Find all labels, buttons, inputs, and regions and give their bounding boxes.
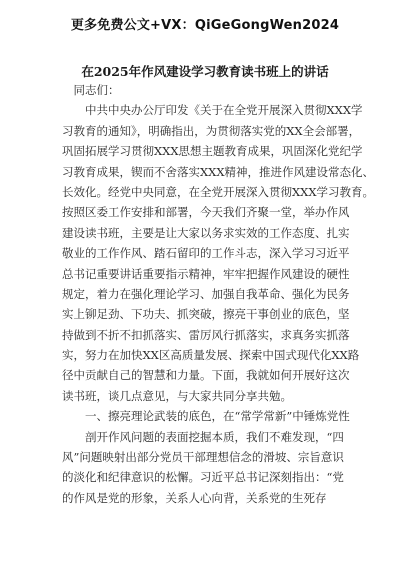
text-line: 实上铆足劲、下功夫、抓突破，擦亮干事创业的底色，坚 xyxy=(62,307,350,322)
text-line: 同志们： xyxy=(62,83,120,97)
text-line: 持做到不折不扣抓落实、雷厉风行抓落实，求真务实抓落 xyxy=(62,327,350,342)
text-line: 总书记重要讲话重要指示精神，牢牢把握作风建设的硬性 xyxy=(62,266,350,281)
text-line: 中共中央办公厅印发《关于在全党开展深入贯彻XXX学 xyxy=(62,103,363,118)
text-line: 的作风是党的形象，关系人心向背，关系党的生死存 xyxy=(62,490,327,505)
text-line: 长效化。经党中央同意，在全党开展深入贯彻XXX学习教育。 xyxy=(62,184,374,199)
text-line: 巩固拓展学习贯彻XXX思想主题教育成果，巩固深化党纪学 xyxy=(62,144,363,159)
document-title: 在2025年作风建设学习教育读书班上的讲话 xyxy=(81,64,329,79)
text-line: 按照区委工作安排和部署，今天我们齐聚一堂，举办作风 xyxy=(62,205,350,220)
document-body xyxy=(62,80,374,508)
text-line: 剖开作风问题的表面挖掘本质，我们不难发现，“四 xyxy=(62,429,344,444)
text-line: 的淡化和纪律意识的松懈。习近平总书记深刻指出：“党 xyxy=(62,470,344,485)
text-line: 一、擦亮理论武装的底色，在“常学常新”中锤炼党性 xyxy=(62,409,350,424)
text-line: 习教育成果，锲而不舍落实XXX精神，推进作风建设常态化、 xyxy=(62,164,374,179)
text-line: 径中贡献自己的智慧和力量。下面，我就如何开展好这次 xyxy=(62,368,350,383)
text-line: 风”问题映射出部分党员干部理想信念的滑坡、宗旨意识 xyxy=(62,450,344,465)
watermark-text: 更多免费公文+VX：QiGeGongWen2024 xyxy=(70,18,340,33)
text-line: 习教育的通知》，明确指出，为贯彻落实党的XX全会部署， xyxy=(62,123,361,138)
text-line: 读书班，谈几点意见，与大家共同分享共勉。 xyxy=(62,388,292,403)
text-line: 规定，着力在强化理论学习、加强自我革命、强化为民务 xyxy=(62,286,350,301)
text-line: 建设读书班，主要是让大家以务求实效的工作态度、扎实 xyxy=(62,225,350,240)
text-line: 实，努力在加快XX区高质量发展、探索中国式现代化XX路 xyxy=(62,348,360,363)
text-line: 敬业的工作作风、踏石留印的工作斗志，深入学习习近平 xyxy=(62,246,350,261)
